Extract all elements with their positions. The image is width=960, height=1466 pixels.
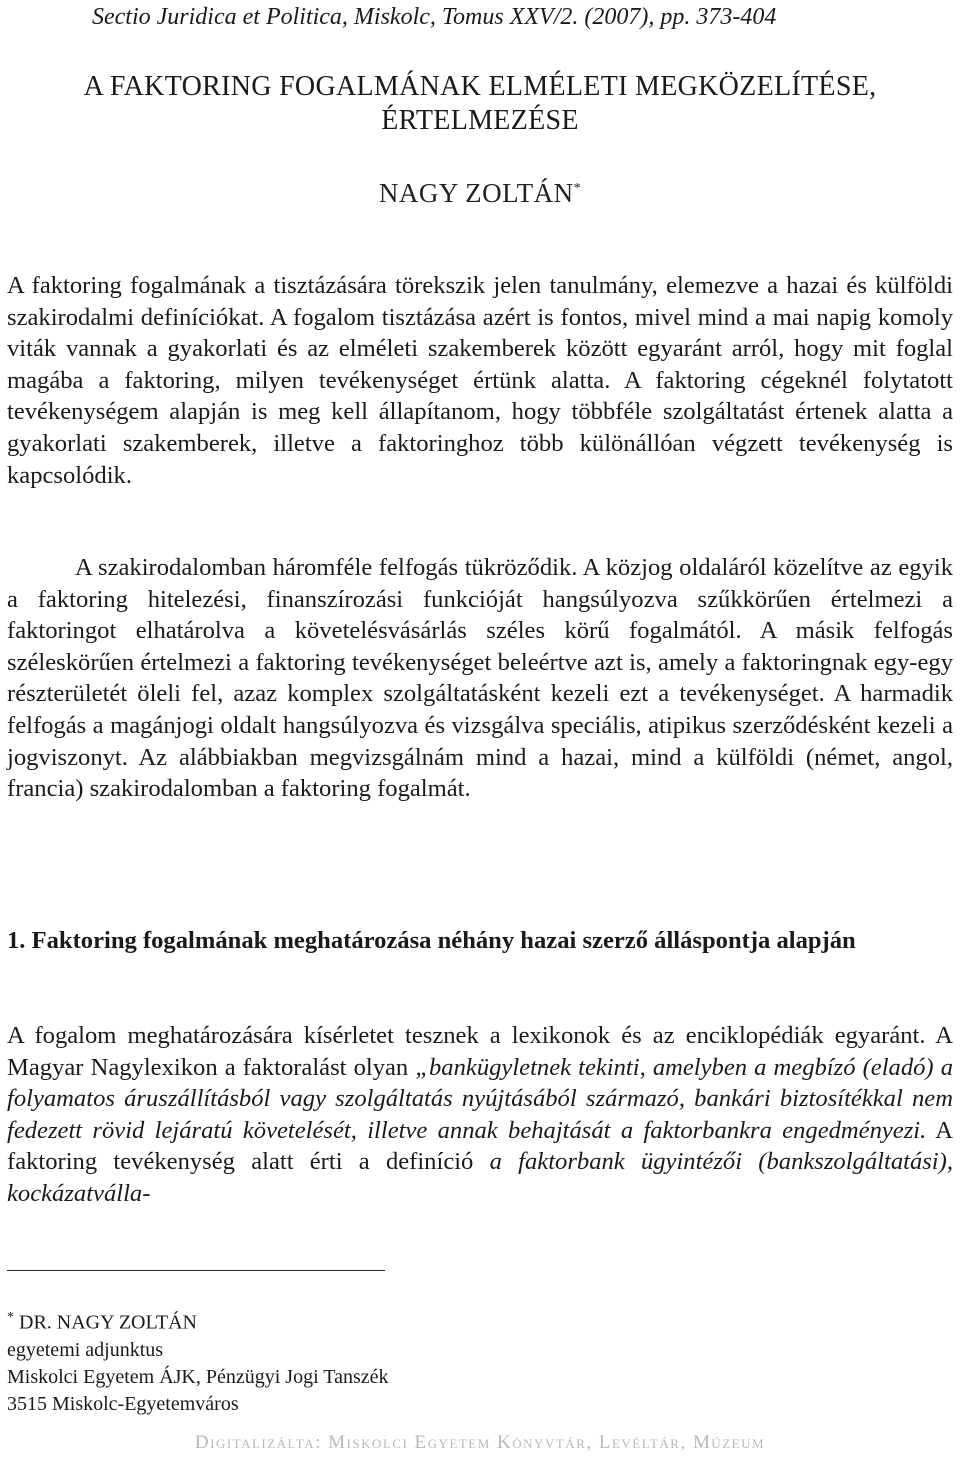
footnote-name-line [7, 1304, 389, 1337]
section-paragraph-quote: „bankügyletnek tekinti, amelyben a megbízó (eladó) a folyamatos áruszállításból vagy szolgáltatás nyújtásából származó, bankári biztosítékkal nem fedezett rövid lejáratú követelését, illetve annak behajtását a faktorbankra engedményezi. [7, 1053, 953, 1144]
footnote-author: DR. NAGY ZOLTÁN [19, 1311, 197, 1334]
section-paragraph-start: A fogalom meghatározására kísérletet tesznek a lexikonok és az enciklopédiák egyaránt. A Magyar Nagylexikon a faktoralást olyan [7, 1022, 953, 1081]
footnote-divider [7, 1270, 385, 1271]
title-line-1: A FAKTORING FOGALMÁNAK ELMÉLETI MEGKÖZELÍTÉSE, [83, 71, 877, 102]
section-heading: 1. Faktoring fogalmának meghatározása néhány hazai szerző álláspontja alapján [7, 927, 856, 954]
digitization-watermark: Digitalizálta: Miskolci Egyetem Könyvtár, Levéltár, Múzeum [194, 1432, 766, 1453]
footnote-address: 3515 Miskolc-Egyetemváros [7, 1392, 239, 1415]
article-title [0, 70, 960, 138]
footnote [7, 1304, 389, 1418]
footnote-institution: Miskolci Egyetem ÁJK, Pénzügyi Jogi Tanszék [7, 1365, 389, 1388]
author-name [0, 178, 960, 209]
footnote-position: egyetemi adjunktus [7, 1338, 164, 1361]
author-name-text: NAGY ZOLTÁN [378, 178, 574, 208]
author-footnote-mark: * [573, 181, 582, 196]
title-line-2: ÉRTELMEZÉSE [381, 105, 579, 136]
section-paragraph-mid: A faktoring tevékenység alatt érti a definíció [7, 1116, 953, 1176]
section-paragraph [7, 1020, 953, 1210]
intro-paragraph-2: A szakirodalomban háromféle felfogás tükröződik. A közjog oldaláról közelítve az egyik a faktoring hitelezési, finanszírozási funkcióját hangsúlyozva szűkkörűen értelmezi a faktoringot elhatárolva a követelésvásárlás széles körű fogalmától. A másik felfogás széleskörűen értelmezi a faktoring tevékenységet beleértve azt is, amely a faktoringnak egy-egy részterületét öleli fel, azaz komplex szolgáltatásként kezeli ezt a tevékenységet. A harmadik felfogás a magánjogi oldalt hangsúlyozva és vizsgálva speciális, atipikus szerződésként kezeli a jogviszonyt. Az alábbiakban megvizsgálnám mind a hazai, mind a külföldi (német, angol, francia) szakirodalomban a faktoring fogalmát. [7, 554, 953, 803]
footnote-mark: * [7, 1310, 14, 1325]
intro-paragraph-1: A faktoring fogalmának a tisztázására törekszik jelen tanulmány, elemezve a hazai és külföldi szakirodalmi definíciókat. A fogalom tisztázása azért is fontos, mivel mind a mai napig komoly viták vannak a gyakorlati és az elméleti szakemberek között egyaránt arról, hogy mit foglal magába a faktoring, milyen tevékenységet értünk alatta. A faktoring cégeknél folytatott tevékenységem alapján is meg kell állapítanom, hogy többféle szolgáltatást értenek alatta a gyakorlati szakemberek, illetve a faktoringhoz több különállóan végzett tevékenység is kapcsolódik. [7, 272, 953, 489]
section-paragraph-italic-end: a faktorbank ügyintézői (bankszolgáltatási), kockázatválla- [7, 1148, 953, 1207]
journal-header: Sectio Juridica et Politica, Miskolc, Tomus XXV/2. (2007), pp. 373-404 [92, 4, 777, 30]
